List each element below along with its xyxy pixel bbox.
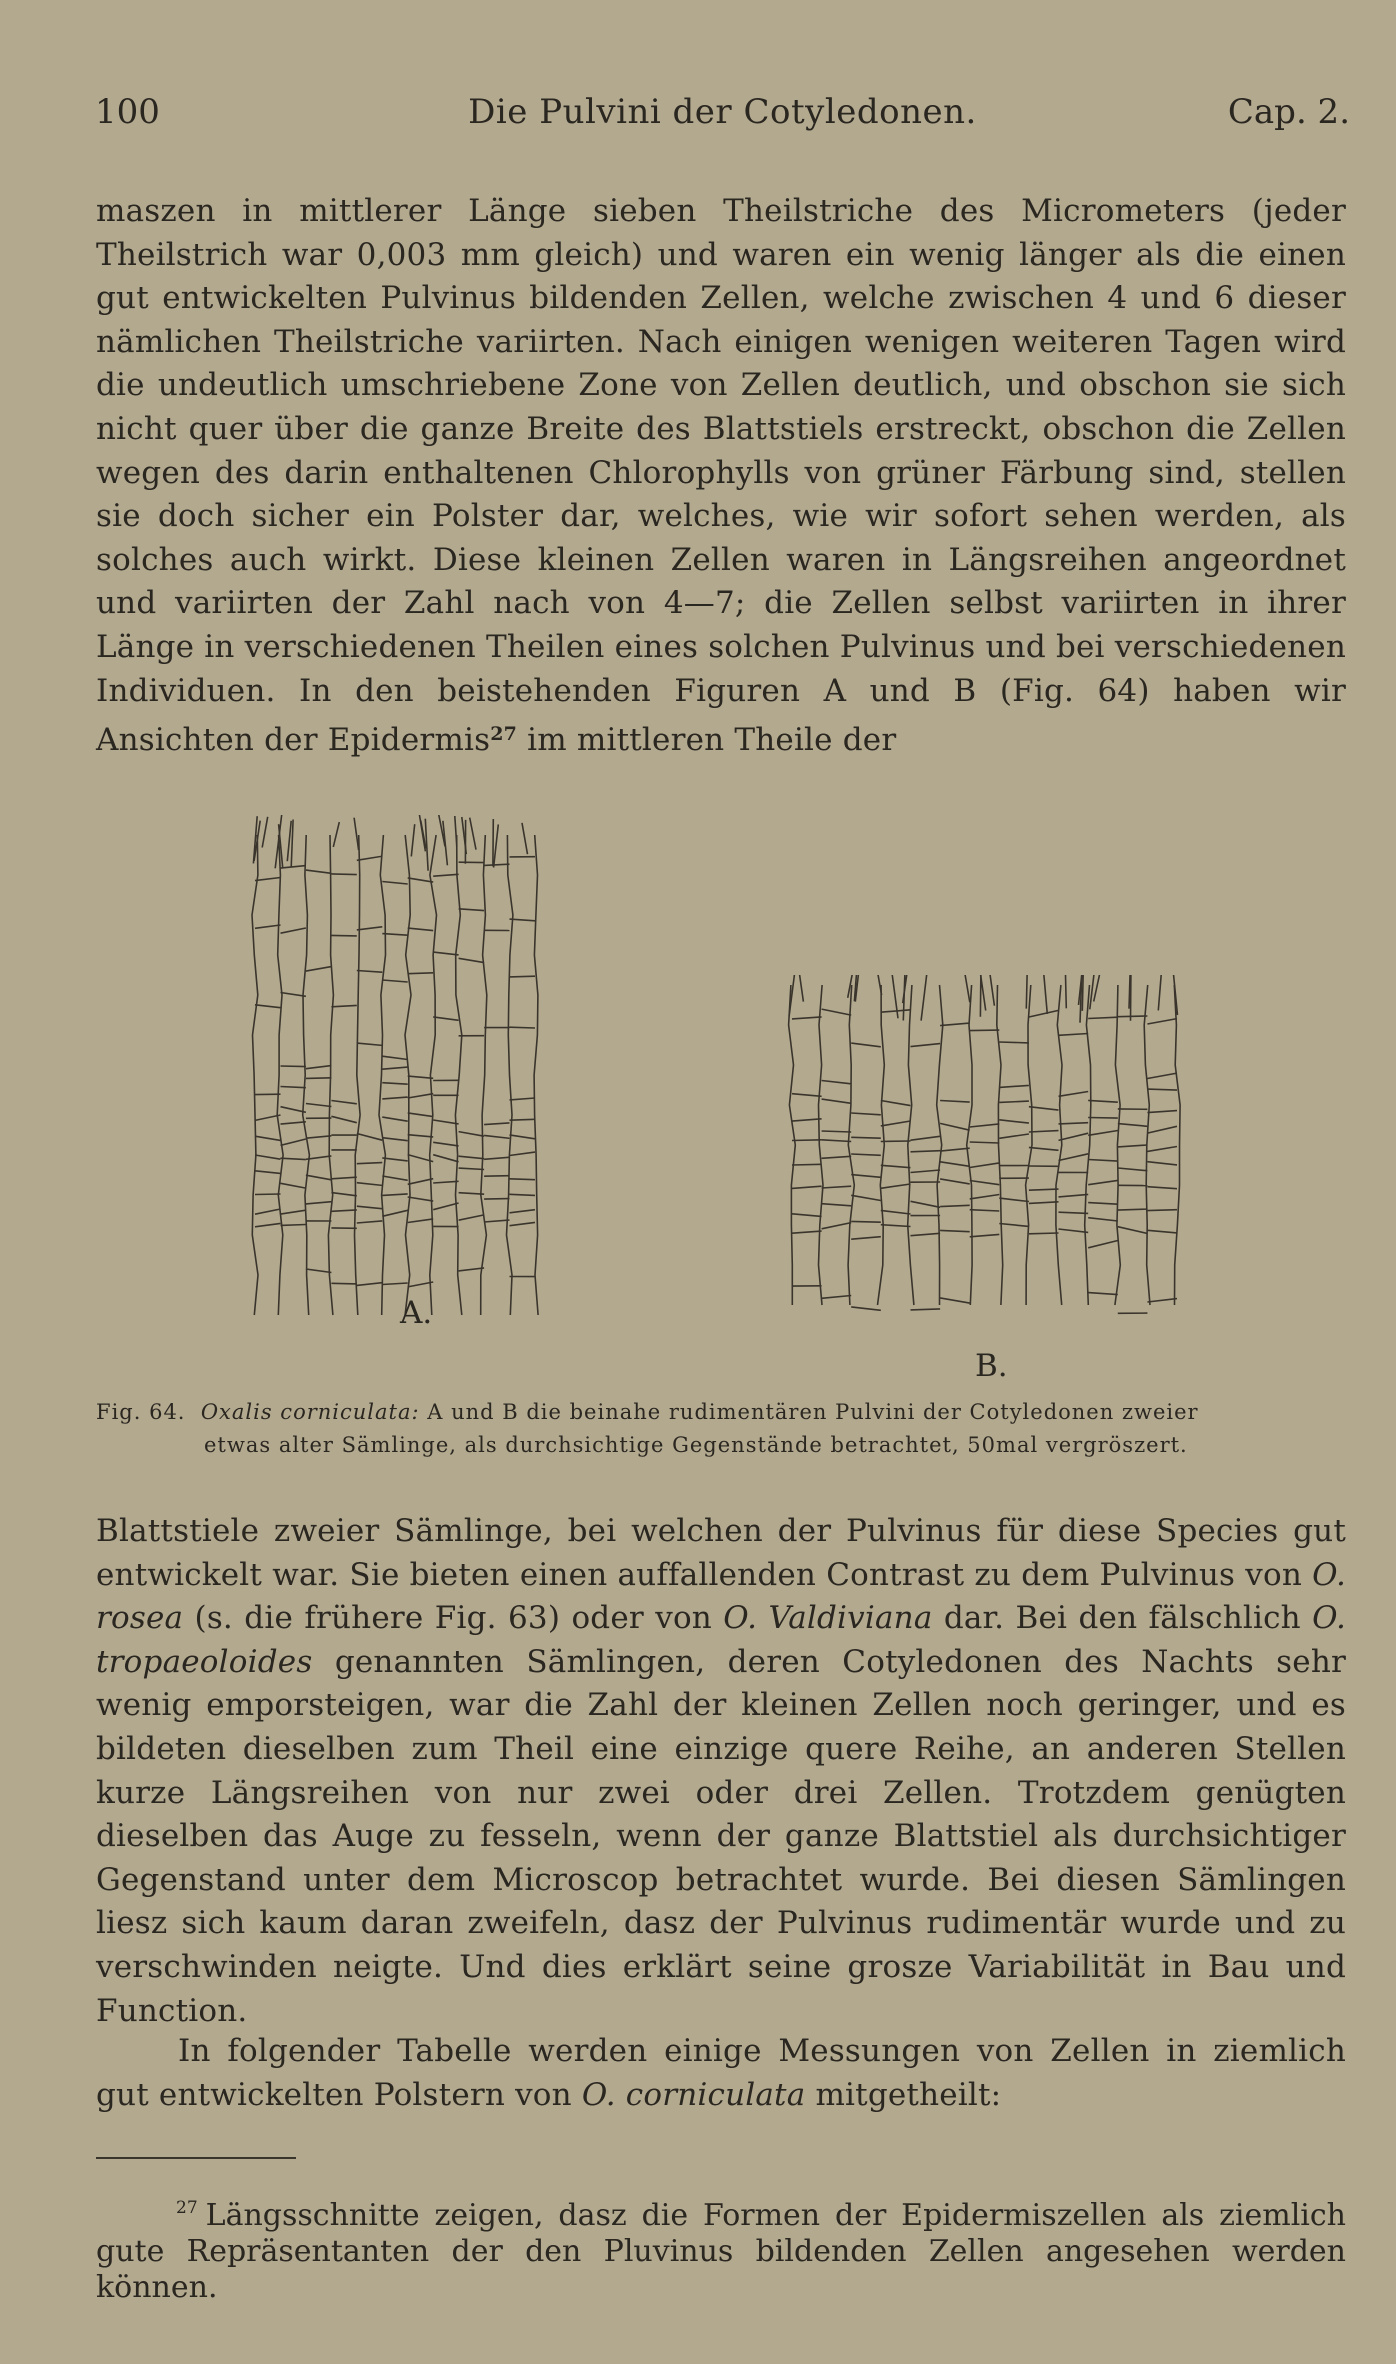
footnote-divider — [96, 2157, 296, 2159]
species-name: O. rosea — [96, 1556, 1346, 1637]
footnote-number: 27 — [176, 2198, 198, 2218]
caption-prefix: Fig. 64. — [96, 1400, 186, 1424]
paragraph-2-text: genannten Sämlingen, deren Cotyledonen des Nachts sehr wenig emporsteigen, war die Zahl der kleinen Zellen noch geringer, und es bildeten dieselben zum Theil eine einzige quere Reihe, an anderen Stellen kurze Längsreihen von nur zwei oder drei Zellen. Trotzdem genügten dieselben das Auge zu fesseln, wenn der ganze Blattstiel als durchsichtiger Gegenstand unter dem Microscop betrachtet wurde. Bei diesen Sämlingen liesz sich kaum daran zweifeln, dasz der Pulvinus rudimentär wurde und zu verschwinden neigte. Und dies erklärt seine grosze Variabilität in Bau und Function. — [96, 1643, 1346, 2029]
paragraph-1-text: maszen in mittlerer Länge sieben Theilstriche des Micrometers (jeder Theilstrich war 0,003 mm gleich) und waren ein wenig länger als die einen gut entwickelten Pulvinus bildenden Zellen, welche zwischen 4 und 6 dieser nämlichen Theilstriche variirten. Nach einigen wenigen weiteren Tagen wird die undeutlich umschriebene Zone von Zellen deutlich, und obschon sie sich nicht quer über die ganze Breite des Blattstiels erstreckt, obschon die Zellen wegen des darin enthaltenen Chlorophylls von grüner Färbung sind, stellen sie doch sicher ein Polster dar, welches, wie wir sofort sehen werden, als solches auch wirkt. Diese kleinen Zellen waren in Längsreihen angeordnet und variirten der Zahl nach von 4—7; die Zellen selbst variirten in ihrer Länge in verschiedenen Theilen eines solchen Pulvinus und bei verschiedenen Individuen. In den beistehenden Figuren A und B (Fig. 64) haben wir Ansichten der Epidermis — [96, 193, 1346, 759]
footnote-reference: 27 — [490, 723, 518, 746]
figure-b-drawing — [780, 975, 1190, 1335]
figure-64 — [0, 800, 1396, 1400]
paragraph-2-text: dar. Bei den fälschlich — [932, 1600, 1313, 1637]
footnote — [96, 2190, 1346, 2306]
footnote-text: Längsschnitte zeigen, dasz die Formen der Epidermiszellen als ziemlich gute Repräsentanten der den Pluvinus bildenden Zellen angesehen werden können. — [96, 2198, 1346, 2305]
paragraph-2-text: (s. die frühere Fig. 63) oder von — [183, 1600, 724, 1637]
paragraph-3-text: mitgetheilt: — [805, 2076, 1002, 2113]
figure-label-b: B. — [975, 1348, 1008, 1384]
caption-species: Oxalis corniculata: — [200, 1400, 420, 1424]
species-name: O. tropaeoloides — [96, 1600, 1346, 1680]
figure-a-drawing — [215, 815, 585, 1335]
paragraph-2 — [96, 1510, 1346, 2033]
paragraph-3-text: In folgender Tabelle werden einige Messungen von Zellen in ziemlich gut entwickelten Polstern von — [96, 2033, 1346, 2113]
species-name: O. corniculata — [581, 2076, 806, 2113]
paragraph-1 — [96, 190, 1346, 763]
figure-label-a: A. — [400, 1295, 433, 1331]
figure-caption — [96, 1396, 1346, 1462]
species-name: O. Valdiviana — [723, 1600, 933, 1637]
paragraph-1-tail: im mittleren Theile der — [517, 722, 897, 759]
running-header — [95, 92, 1350, 142]
running-title: Die Pulvini der Cotyledonen. — [468, 92, 977, 132]
paragraph-2-text: Blattstiele zweier Sämlinge, bei welchen der Pulvinus für diese Species gut entwickelt war. Sie bieten einen auffallenden Contrast zu dem Pulvinus von — [96, 1513, 1346, 1593]
caption-line-2: etwas alter Sämlinge, als durchsichtige Gegenstände betrachtet, 50mal vergröszert. — [204, 1433, 1188, 1457]
caption-text: A und B die beinahe rudimentären Pulvini der Cotyledonen zweier — [419, 1400, 1199, 1424]
chapter-label: Cap. 2. — [1227, 92, 1350, 132]
paragraph-3 — [96, 2030, 1346, 2117]
page-number: 100 — [95, 92, 160, 132]
